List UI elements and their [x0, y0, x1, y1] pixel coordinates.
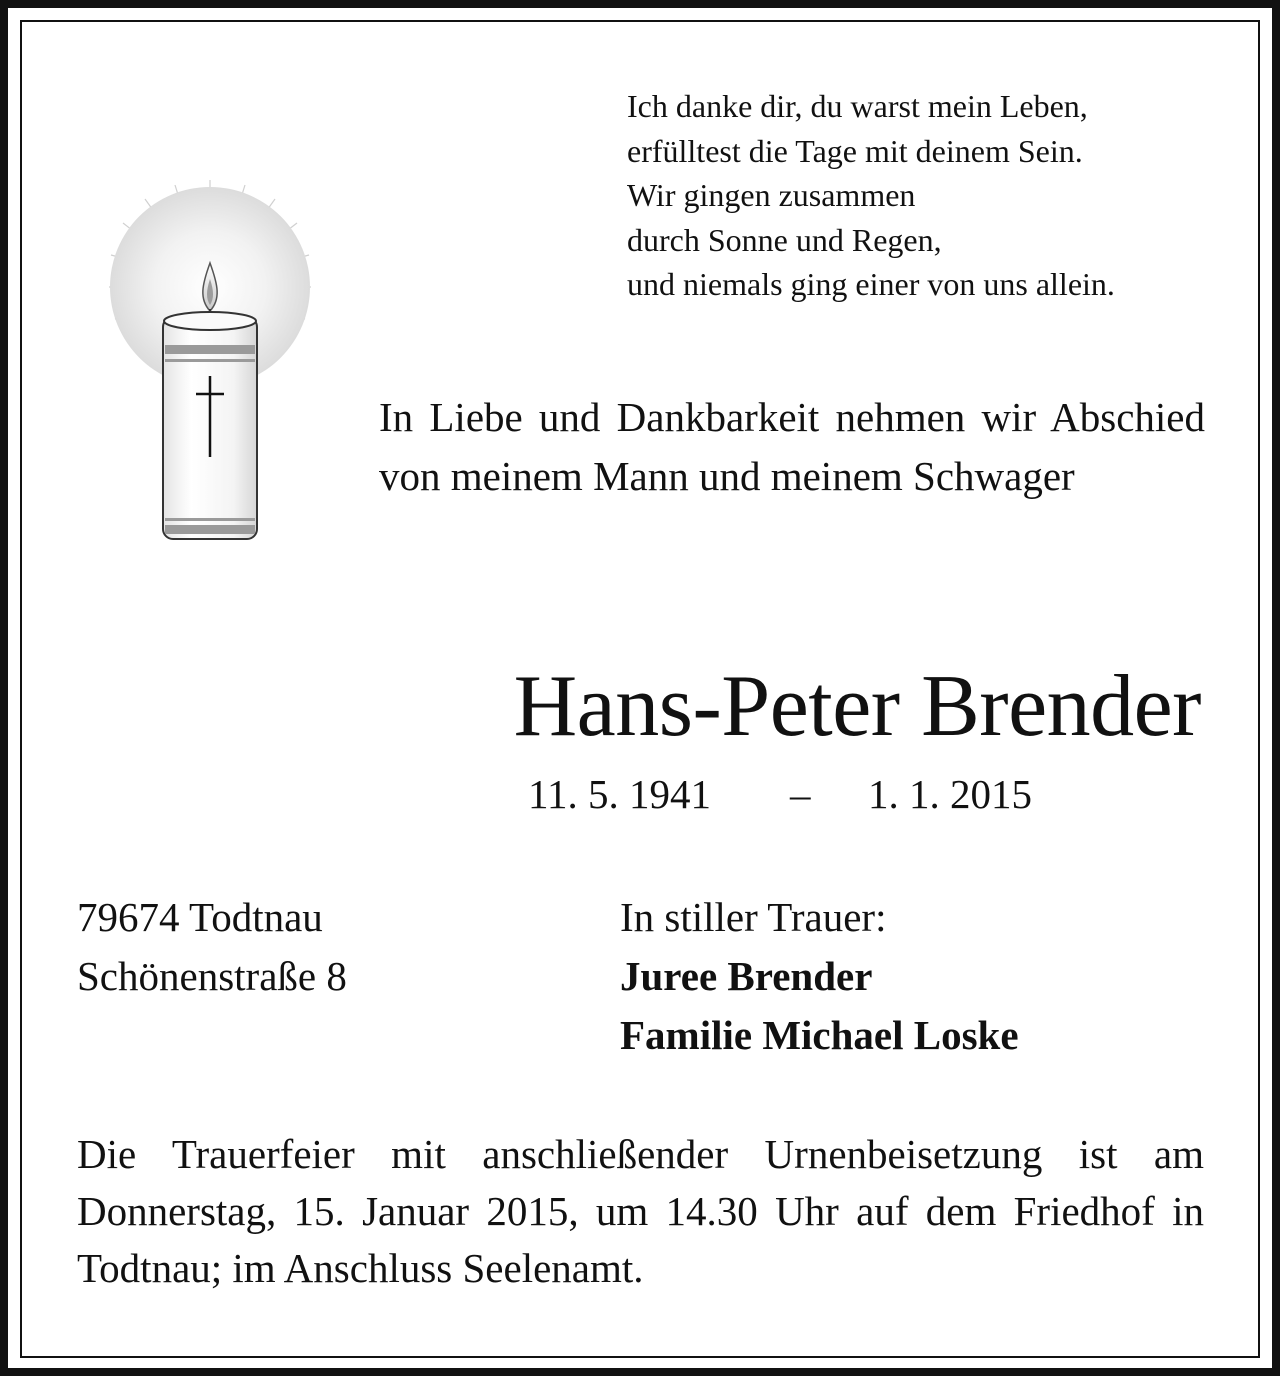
death-date: 1. 1. 2015: [868, 771, 1032, 817]
poem: [627, 84, 1227, 307]
mourners-block: [620, 888, 1220, 1065]
mourners-heading: In stiller Trauer:: [620, 894, 887, 940]
birth-date: 11. 5. 1941: [528, 771, 711, 817]
candle-with-cross-icon: [105, 175, 315, 555]
intro-text: In Liebe und Dankbarkeit nehmen wir Abschied von meinem Mann und meinem Schwager: [379, 394, 1205, 499]
date-separator: –: [790, 771, 811, 817]
ceremony-text: Die Trauerfeier mit anschließender Urnenbeisetzung ist am Donnerstag, 15. Januar 2015, um 14.30 Uhr auf dem Friedhof in Todtnau; im Anschluss Seelenamt.: [77, 1131, 1204, 1291]
poem-line: erfülltest die Tage mit deinem Sein.: [627, 132, 1083, 169]
mourner-name: Familie Michael Loske: [620, 1012, 1019, 1058]
address-city: 79674 Todtnau: [77, 894, 323, 940]
poem-line: durch Sonne und Regen,: [627, 221, 942, 258]
deceased-name: Hans-Peter Brender: [513, 658, 1201, 755]
poem-line: Wir gingen zusammen: [627, 177, 916, 213]
mourner-name: Juree Brender: [620, 953, 873, 999]
address-street: Schönenstraße 8: [77, 953, 347, 999]
poem-line: und niemals ging einer von uns allein.: [627, 266, 1115, 302]
poem-line: Ich danke dir, du warst mein Leben,: [627, 88, 1088, 124]
address-block: [77, 888, 577, 1006]
